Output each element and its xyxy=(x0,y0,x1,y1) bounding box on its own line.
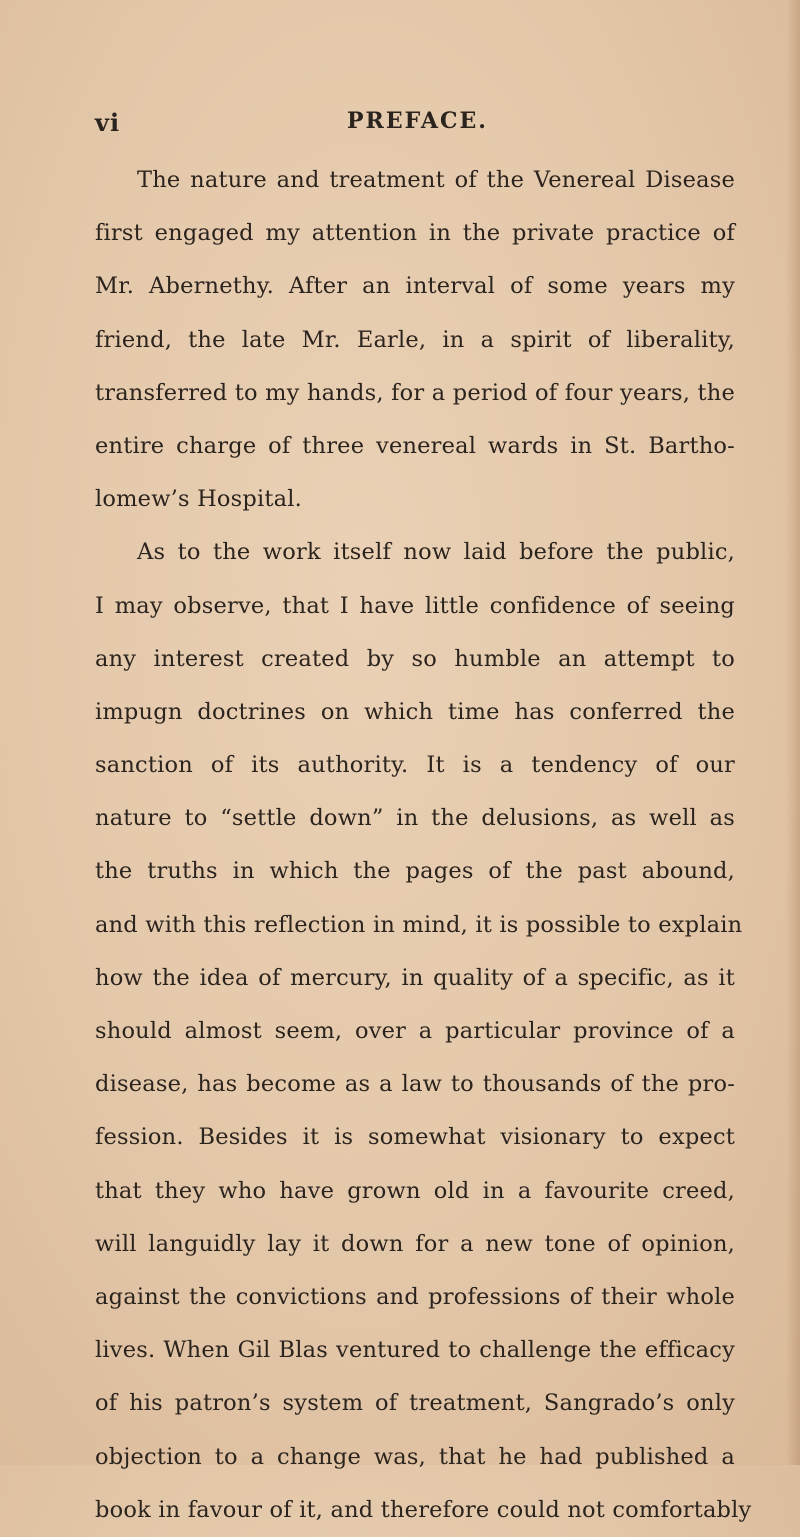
text-line: objection to a change was, that he had published a xyxy=(95,1443,735,1470)
text-line: sanction of its authority. It is a tendency of our xyxy=(95,752,735,779)
text-line: of his patron’s system of treatment, Sangrado’s only xyxy=(95,1390,735,1417)
text-line: book in favour of it, and therefore could not comfortably xyxy=(95,1496,752,1523)
running-head: PREFACE. xyxy=(347,108,488,134)
text-line: transferred to my hands, for a period of four years, the xyxy=(95,379,735,406)
page-edge-shadow xyxy=(786,0,800,1465)
text-line: The nature and treatment of the Venereal Disease xyxy=(137,167,735,193)
text-line: As to the work itself now laid before the public, xyxy=(137,539,735,566)
text-line: friend, the late Mr. Earle, in a spirit of liberality, xyxy=(95,326,735,353)
text-line: Mr. Abernethy. After an interval of some years my xyxy=(95,273,735,300)
text-line: will languidly lay it down for a new tone of opinion, xyxy=(95,1230,735,1257)
page-header xyxy=(95,108,735,148)
text-line: how the idea of mercury, in quality of a specific, as it xyxy=(95,964,735,991)
text-line: that they who have grown old in a favourite creed, xyxy=(95,1177,735,1204)
text-line: first engaged my attention in the private practice of xyxy=(95,220,735,247)
text-line: any interest created by so humble an attempt to xyxy=(95,645,735,672)
text-line: I may observe, that I have little confidence of seeing xyxy=(95,592,735,619)
preface-body xyxy=(95,154,752,1537)
text-line: the truths in which the pages of the past abound, xyxy=(95,858,735,885)
page-number: vi xyxy=(95,108,121,137)
text-line: against the convictions and professions of their whole xyxy=(95,1283,735,1310)
text-line: should almost seem, over a particular province of a xyxy=(95,1018,735,1044)
text-line: nature to “settle down” in the delusions, as well as xyxy=(95,805,735,832)
text-line: lives. When Gil Blas ventured to challenge the efficacy xyxy=(95,1337,735,1364)
text-line: and with this reflection in mind, it is possible to explain xyxy=(95,911,743,938)
text-line: impugn doctrines on which time has conferred the xyxy=(95,698,735,725)
text-line: entire charge of three venereal wards in St. Bartho- xyxy=(95,432,735,459)
text-line: disease, has become as a law to thousands of the pro- xyxy=(95,1071,735,1098)
text-line: fession. Besides it is somewhat visionary to expect xyxy=(95,1124,735,1151)
text-line: lomew’s Hospital. xyxy=(95,486,303,513)
